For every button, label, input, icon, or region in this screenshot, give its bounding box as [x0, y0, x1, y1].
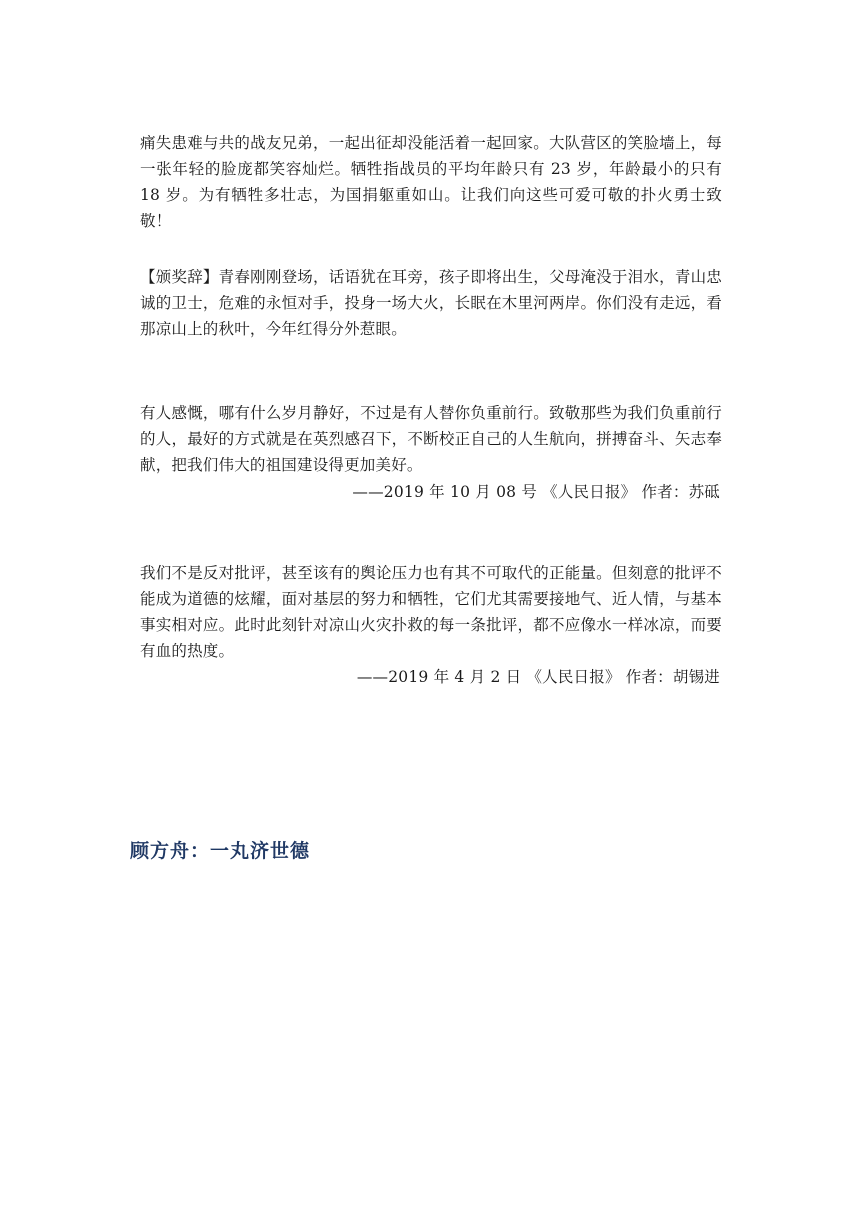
- byline-su-di: ——2019 年 10 月 08 号 《人民日报》 作者：苏砥: [352, 483, 720, 501]
- paragraph-award-citation: 【颁奖辞】青春刚刚登场，话语犹在耳旁，孩子即将出生，父母淹没于泪水，青山忠诚的卫士，危难的永恒对手，投身一场大火，长眠在木里河两岸。你们没有走远，看那凉山上的秋叶，今年红得分外惹眼。: [140, 268, 722, 338]
- paragraph-burden-quote: 有人感慨，哪有什么岁月静好，不过是有人替你负重前行。致敬那些为我们负重前行的人，最好的方式就是在英烈感召下，不断校正自己的人生航向，拼搏奋斗、矢志奉献，把我们伟大的祖国建设得更加美好。: [140, 404, 722, 474]
- paragraph-criticism-quote: 我们不是反对批评，甚至该有的舆论压力也有其不可取代的正能量。但刻意的批评不能成为道德的炫耀，面对基层的努力和牺牲，它们尤其需要接地气、近人情，与基本事实相对应。此时此刻针对凉山火灾扑救的每一条批评，都不应像水一样冰凉，而要有血的热度。: [140, 564, 722, 660]
- section-heading: 顾方舟：一丸济世德: [130, 840, 311, 862]
- byline-hu-xijin: ——2019 年 4 月 2 日 《人民日报》 作者：胡锡进: [356, 668, 720, 686]
- paragraph-sacrifice-tribute: 痛失患难与共的战友兄弟，一起出征却没能活着一起回家。大队营区的笑脸墙上，每一张年轻的脸庞都笑容灿烂。牺牲指战员的平均年龄只有 23 岁，年龄最小的只有 18 岁。为有牺牲多壮志，为国捐躯重如山。让我们向这些可爱可敬的扑火勇士致敬！: [140, 134, 722, 230]
